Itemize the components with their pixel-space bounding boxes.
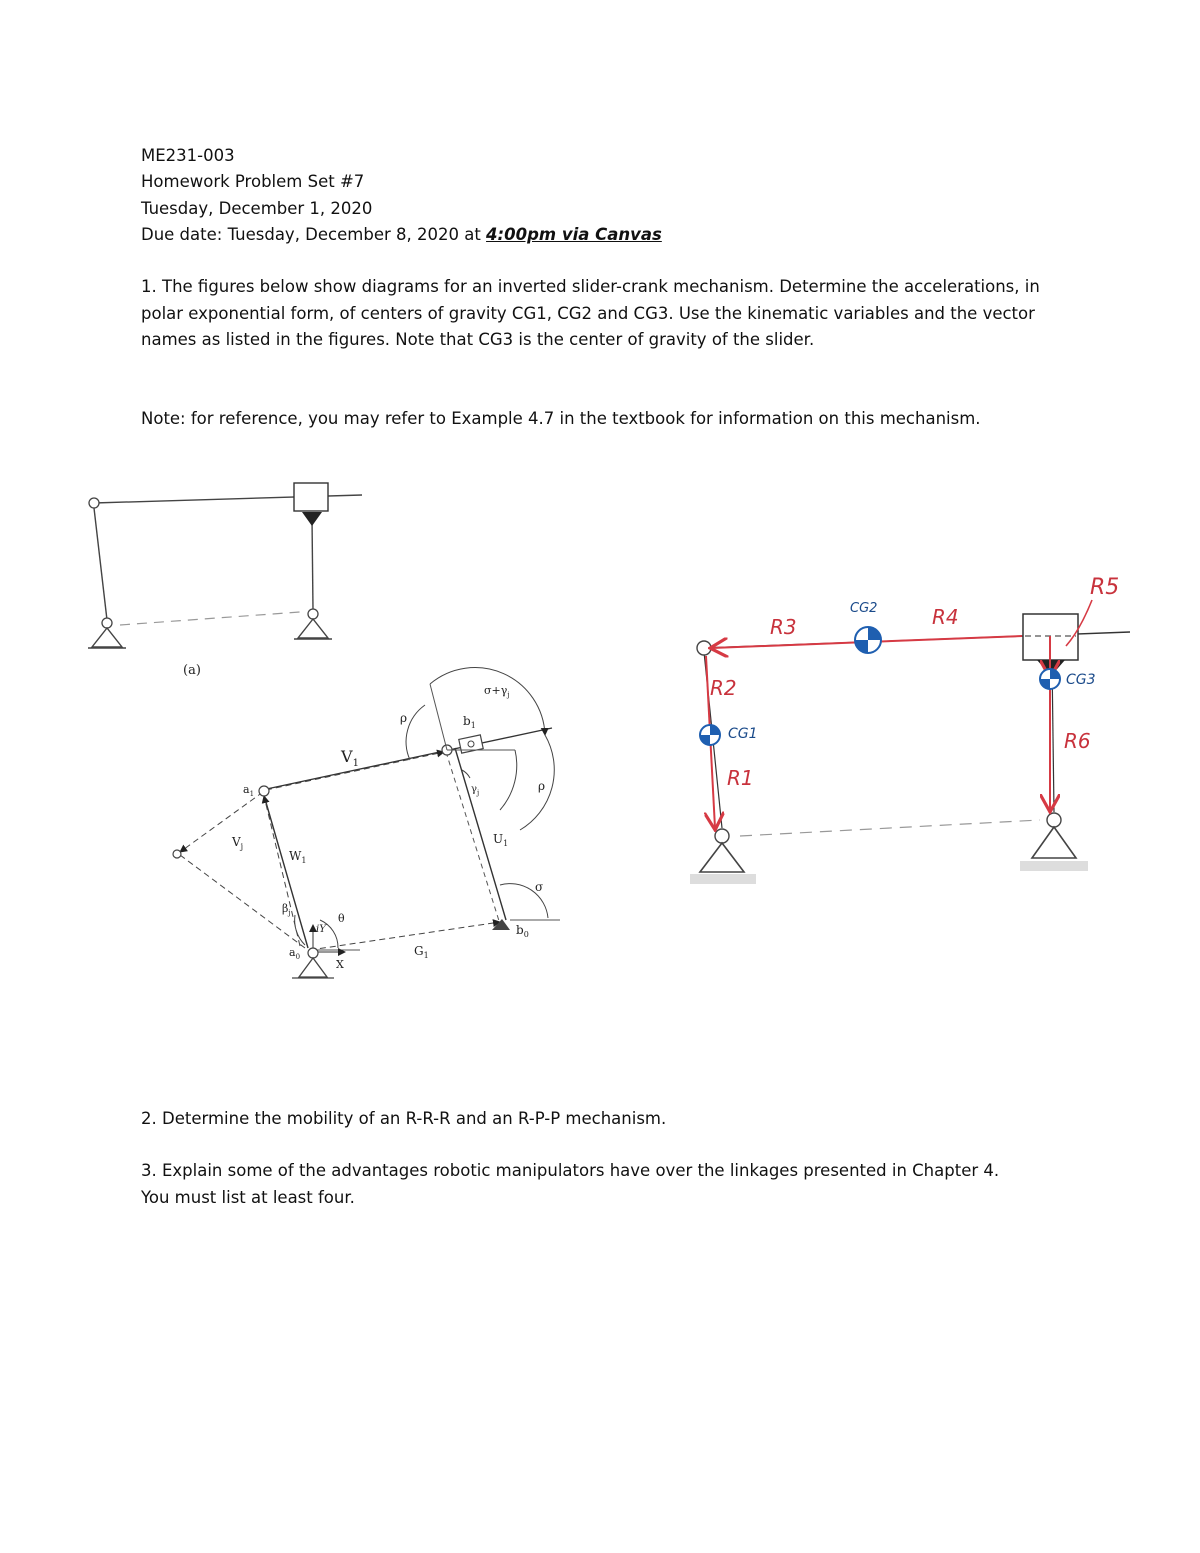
- label-r1: R1: [727, 766, 754, 790]
- due-date-emphasis: 4:00pm via Canvas: [486, 225, 662, 244]
- label-a1: $a_1$: [243, 783, 255, 798]
- problem-1-text: 1. The figures below show diagrams for an inverted slider-crank mechanism. Determine the accelerations, in polar exponential form, of centers of gravity CG1, CG2 and CG3. Use the kinematic variables and the vector names as listed in the figures. Note that CG3 is the center of gravity of the slider.: [141, 277, 1040, 349]
- course-code: ME231-003: [141, 146, 235, 165]
- cg-symbol-icon: [700, 725, 720, 745]
- ground-support-icon: [700, 843, 744, 872]
- ground-support-icon: [299, 958, 327, 977]
- label-iy: iY: [316, 924, 326, 935]
- label-w1: $W_1$: [289, 849, 307, 865]
- figure-a: [88, 483, 362, 678]
- label-cg1: CG1: [728, 726, 758, 742]
- label-r2: R2: [710, 676, 737, 700]
- ground-support-icon: [1032, 827, 1076, 858]
- label-r3: R3: [770, 615, 797, 639]
- pin-joint: [89, 498, 99, 508]
- cg-symbol-icon: [855, 627, 881, 653]
- assignment-title: Homework Problem Set #7: [141, 172, 365, 191]
- label-v1: $V_1$: [341, 747, 359, 769]
- problem-1-note: Note: for reference, you may refer to Example 4.7 in the textbook for information on this mechanism.: [141, 409, 981, 428]
- label-r5: R5: [1090, 575, 1120, 600]
- label-cg2: CG2: [850, 601, 878, 616]
- label-r6: R6: [1064, 729, 1091, 753]
- label-b0: $b_0$: [516, 923, 529, 939]
- label-theta: θ: [338, 912, 345, 925]
- ground-support-icon: [92, 628, 122, 647]
- label-gamma: $\gamma_j$: [471, 784, 480, 797]
- label-b1: $b_1$: [463, 714, 476, 730]
- ground-support-icon: [298, 619, 328, 638]
- problem-2-text: 2. Determine the mobility of an R-R-R and an R-P-P mechanism.: [141, 1109, 667, 1128]
- cg-symbol-icon: [1040, 669, 1060, 689]
- label-rho-2: ρ: [538, 779, 546, 793]
- slider-block: [294, 483, 328, 511]
- problem-3-line-2: You must list at least four.: [141, 1188, 355, 1207]
- due-date-prefix: Due date: Tuesday, December 8, 2020 at: [141, 225, 487, 244]
- label-vj: $V_j$: [232, 835, 244, 851]
- figure-a-caption: (a): [183, 663, 201, 678]
- label-r4: R4: [932, 605, 959, 629]
- label-beta: $\beta_j$: [282, 902, 291, 917]
- problem-3-line-1: 3. Explain some of the advantages robotic manipulators have over the linkages presented in Chapter 4.: [141, 1161, 1000, 1180]
- label-u1: $U_1$: [493, 832, 509, 848]
- label-sigma-gamma: $\sigma+\gamma_j$: [484, 684, 510, 699]
- assignment-date: Tuesday, December 1, 2020: [141, 199, 373, 218]
- label-cg3: CG3: [1066, 672, 1096, 688]
- label-sigma: σ: [535, 880, 544, 894]
- figure-c: [690, 575, 1130, 884]
- label-x: X: [336, 958, 344, 971]
- label-a0: $a_0$: [289, 946, 301, 961]
- label-g1: $G_1$: [414, 944, 429, 960]
- label-rho-1: ρ: [400, 711, 408, 725]
- figure-b: [173, 668, 560, 978]
